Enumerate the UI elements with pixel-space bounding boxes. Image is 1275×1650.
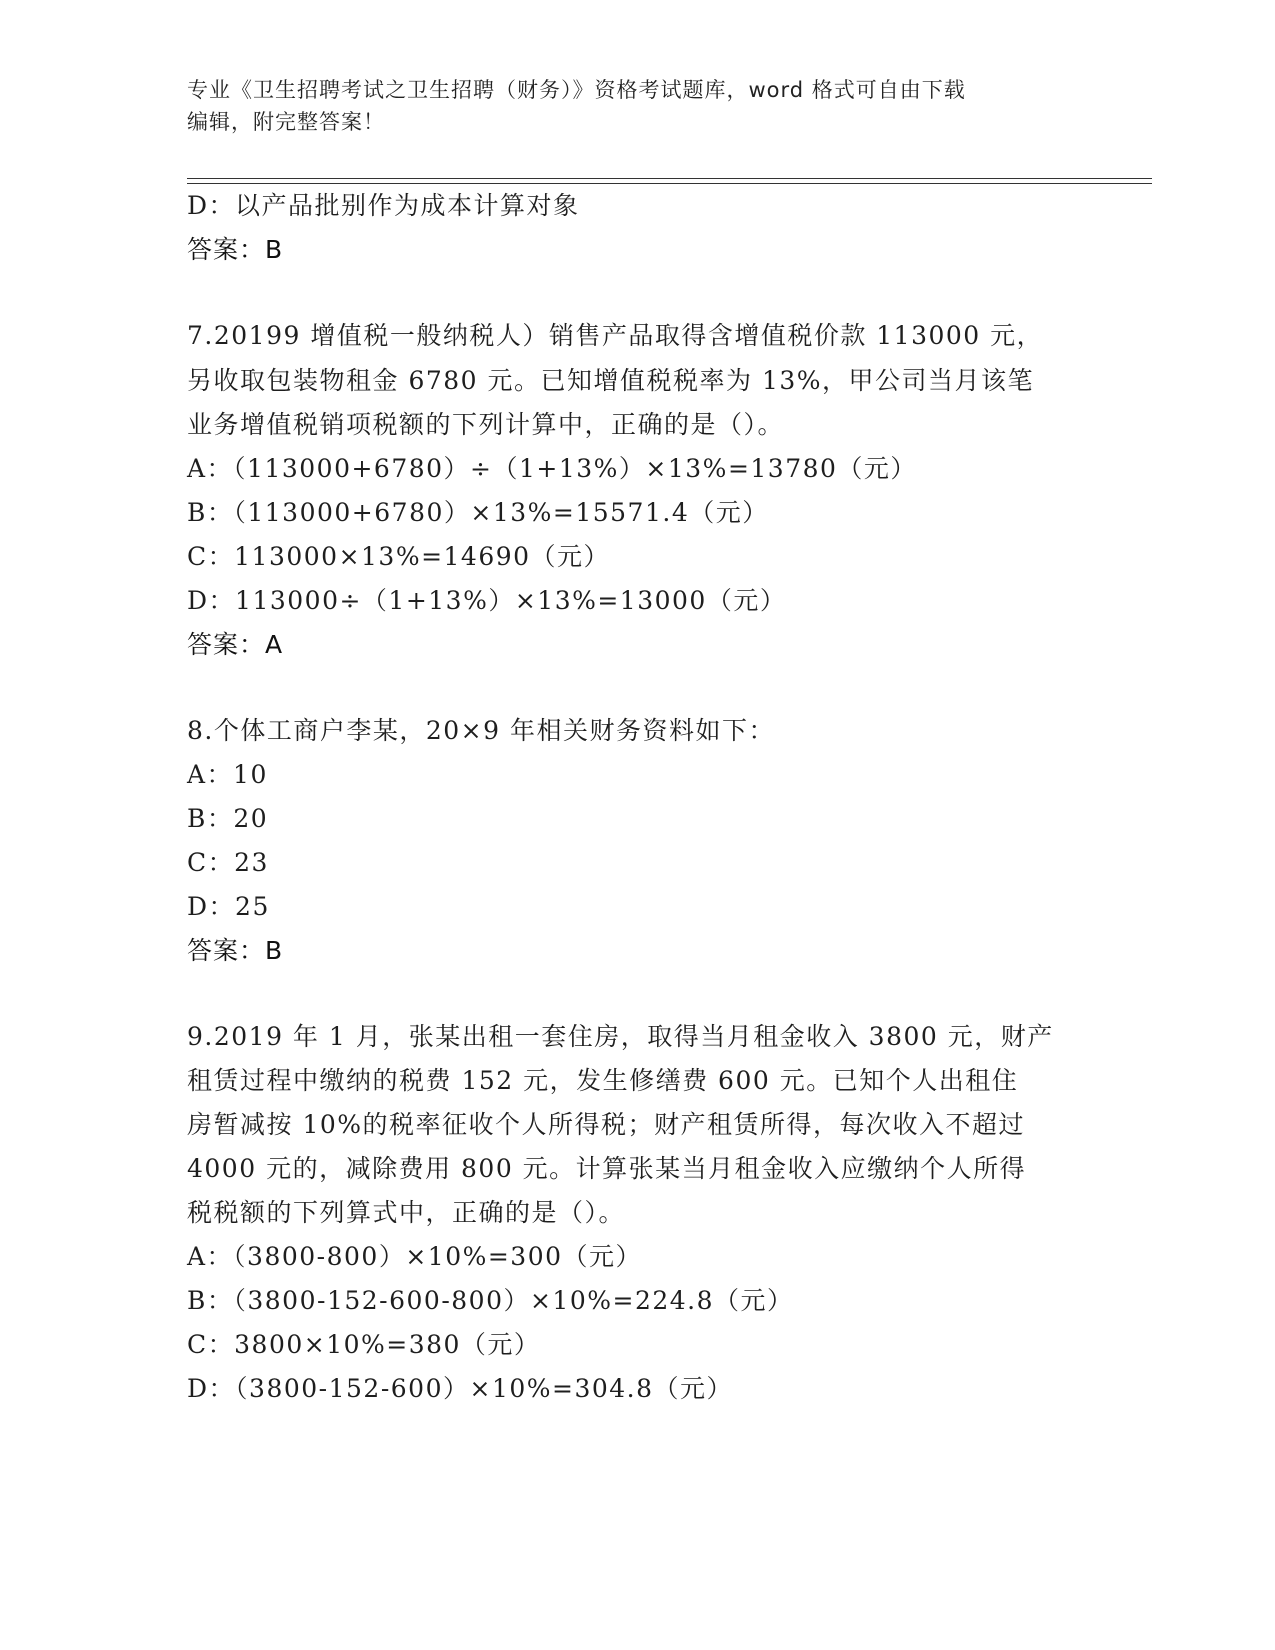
q9-option-c: C：3800×10%=380（元） (187, 1330, 541, 1359)
q9-stem-line-3: 房暂减按 10%的税率征收个人所得税；财产租赁所得，每次收入不超过 (187, 1110, 1026, 1139)
q9-stem-line-2: 租赁过程中缴纳的税费 152 元，发生修缮费 600 元。已知个人出租住 (187, 1066, 1019, 1095)
q6-answer: 答案：B (187, 235, 284, 264)
header-rule-bottom (187, 183, 1152, 184)
header-line-2: 编辑，附完整答案！ (187, 110, 385, 134)
q9-option-a: A：（3800-800）×10%=300（元） (187, 1242, 643, 1271)
q9-option-d: D：（3800-152-600）×10%=304.8（元） (187, 1374, 734, 1403)
q7-stem-line-2: 另收取包装物租金 6780 元。已知增值税税率为 13%，甲公司当月该笔 (187, 366, 1035, 395)
q9-stem-line-1: 9.2019 年 1 月，张某出租一套住房，取得当月租金收入 3800 元，财产 (187, 1022, 1054, 1051)
q8-option-b: B：20 (187, 804, 269, 833)
q7-option-d: D：113000÷（1+13%）×13%=13000（元） (187, 586, 787, 615)
q8-stem-line-1: 8.个体工商户李某，20×9 年相关财务资料如下： (187, 716, 775, 745)
header-line-1: 专业《卫生招聘考试之卫生招聘（财务）》资格考试题库，word 格式可自由下载 (187, 78, 966, 102)
document-header (187, 74, 1087, 138)
q8-option-c: C：23 (187, 848, 269, 877)
q9-stem-line-4: 4000 元的，减除费用 800 元。计算张某当月租金收入应缴纳个人所得 (187, 1154, 1027, 1183)
q6-option-d: D：以产品批别作为成本计算对象 (187, 191, 580, 220)
q7-option-a: A：（113000+6780）÷（1+13%）×13%=13780（元） (187, 454, 917, 483)
q9-option-b: B：（3800-152-600-800）×10%=224.8（元） (187, 1286, 794, 1315)
q8-answer: 答案：B (187, 936, 284, 965)
header-rule-top (187, 178, 1152, 179)
q9-stem-line-5: 税税额的下列算式中，正确的是（）。 (187, 1198, 626, 1227)
q7-option-b: B：（113000+6780）×13%=15571.4（元） (187, 498, 769, 527)
q7-stem-line-3: 业务增值税销项税额的下列计算中，正确的是（）。 (187, 410, 785, 439)
q8-option-d: D：25 (187, 892, 270, 921)
q8-option-a: A：10 (187, 760, 268, 789)
q7-answer: 答案：A (187, 630, 284, 659)
q7-stem-line-1: 7.20199 增值税一般纳税人）销售产品取得含增值税价款 113000 元， (187, 321, 1044, 350)
q7-option-c: C：113000×13%=14690（元） (187, 542, 611, 571)
